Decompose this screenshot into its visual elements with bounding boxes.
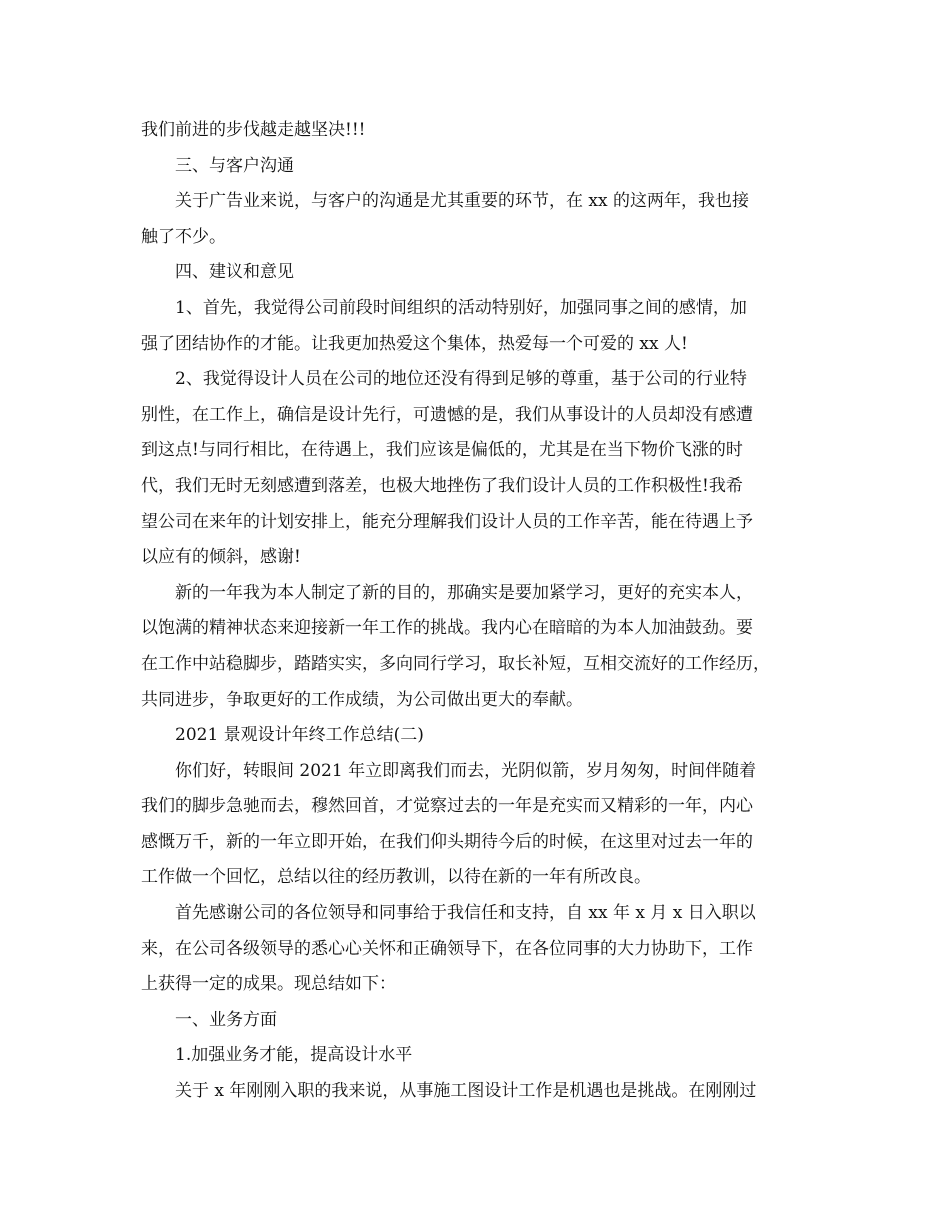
document-body [141,113,813,1110]
text-line: 2021 景观设计年终工作总结(二) [175,725,424,746]
text-line: 来，在公司各级领导的悉心心关怀和正确领导下，在各位同事的大力协助下，工作 [141,938,753,959]
text-line: 在工作中站稳脚步，踏踏实实，多向同行学习，取长补短，互相交流好的工作经历， [141,653,770,674]
text-line: 关于广告业来说，与客户的沟通是尤其重要的环节，在 xx 的这两年，我也接 [175,191,749,212]
text-line: 新的一年我为本人制定了新的目的，那确实是要加紧学习，更好的充实本人， [175,582,753,603]
text-line: 以应有的倾斜，感谢! [141,547,301,568]
text-line: 2、我觉得设计人员在公司的地位还没有得到足够的尊重，基于公司的行业特 [175,369,747,390]
text-line: 关于 x 年刚刚入职的我来说，从事施工图设计工作是机遇也是挑战。在刚刚过 [175,1081,757,1102]
text-line: 望公司在来年的计划安排上，能充分理解我们设计人员的工作辛苦，能在待遇上予 [141,511,753,532]
text-line: 强了团结协作的才能。让我更加热爱这个集体，热爱每一个可爱的 xx 人! [141,333,688,354]
text-line: 上获得一定的成果。现总结如下： [141,974,396,995]
text-line: 我们的脚步急驰而去，穆然回首，才觉察过去的一年是充实而又精彩的一年，内心 [141,796,753,817]
text-line: 别性，在工作上，确信是设计先行，可遗憾的是，我们从事设计的人员却没有感遭 [141,404,753,425]
text-line: 你们好，转眼间 2021 年立即离我们而去，光阴似箭，岁月匆匆，时间伴随着 [175,760,757,781]
text-line: 工作做一个回忆，总结以往的经历教训，以待在新的一年有所改良。 [141,867,651,888]
text-line: 1.加强业务才能，提高设计水平 [175,1045,413,1066]
text-line: 首先感谢公司的各位领导和同事给于我信任和支持，自 xx 年 x 月 x 日入职以 [175,903,756,924]
text-line: 以饱满的精神状态来迎接新一年工作的挑战。我内心在暗暗的为本人加油鼓劲。要 [141,618,753,639]
text-line: 代，我们无时无刻感遭到落差，也极大地挫伤了我们设计人员的工作积极性!我希 [141,475,743,496]
text-line: 触了不少。 [141,226,226,247]
text-line: 1、首先，我觉得公司前段时间组织的活动特别好，加强同事之间的感情，加 [175,297,747,318]
text-line: 我们前进的步伐越走越坚决!!! [141,120,366,140]
text-line: 到这点!与同行相比，在待遇上，我们应该是偏低的，尤其是在当下物价飞涨的时 [141,440,743,461]
text-line: 四、建议和意见 [175,262,294,283]
text-line: 一、业务方面 [175,1009,277,1030]
text-line: 三、与客户沟通 [175,155,294,176]
text-line: 共同进步，争取更好的工作成绩，为公司做出更大的奉献。 [141,689,583,710]
text-line: 感慨万千，新的一年立即开始，在我们仰头期待今后的时候，在这里对过去一年的 [141,831,753,852]
